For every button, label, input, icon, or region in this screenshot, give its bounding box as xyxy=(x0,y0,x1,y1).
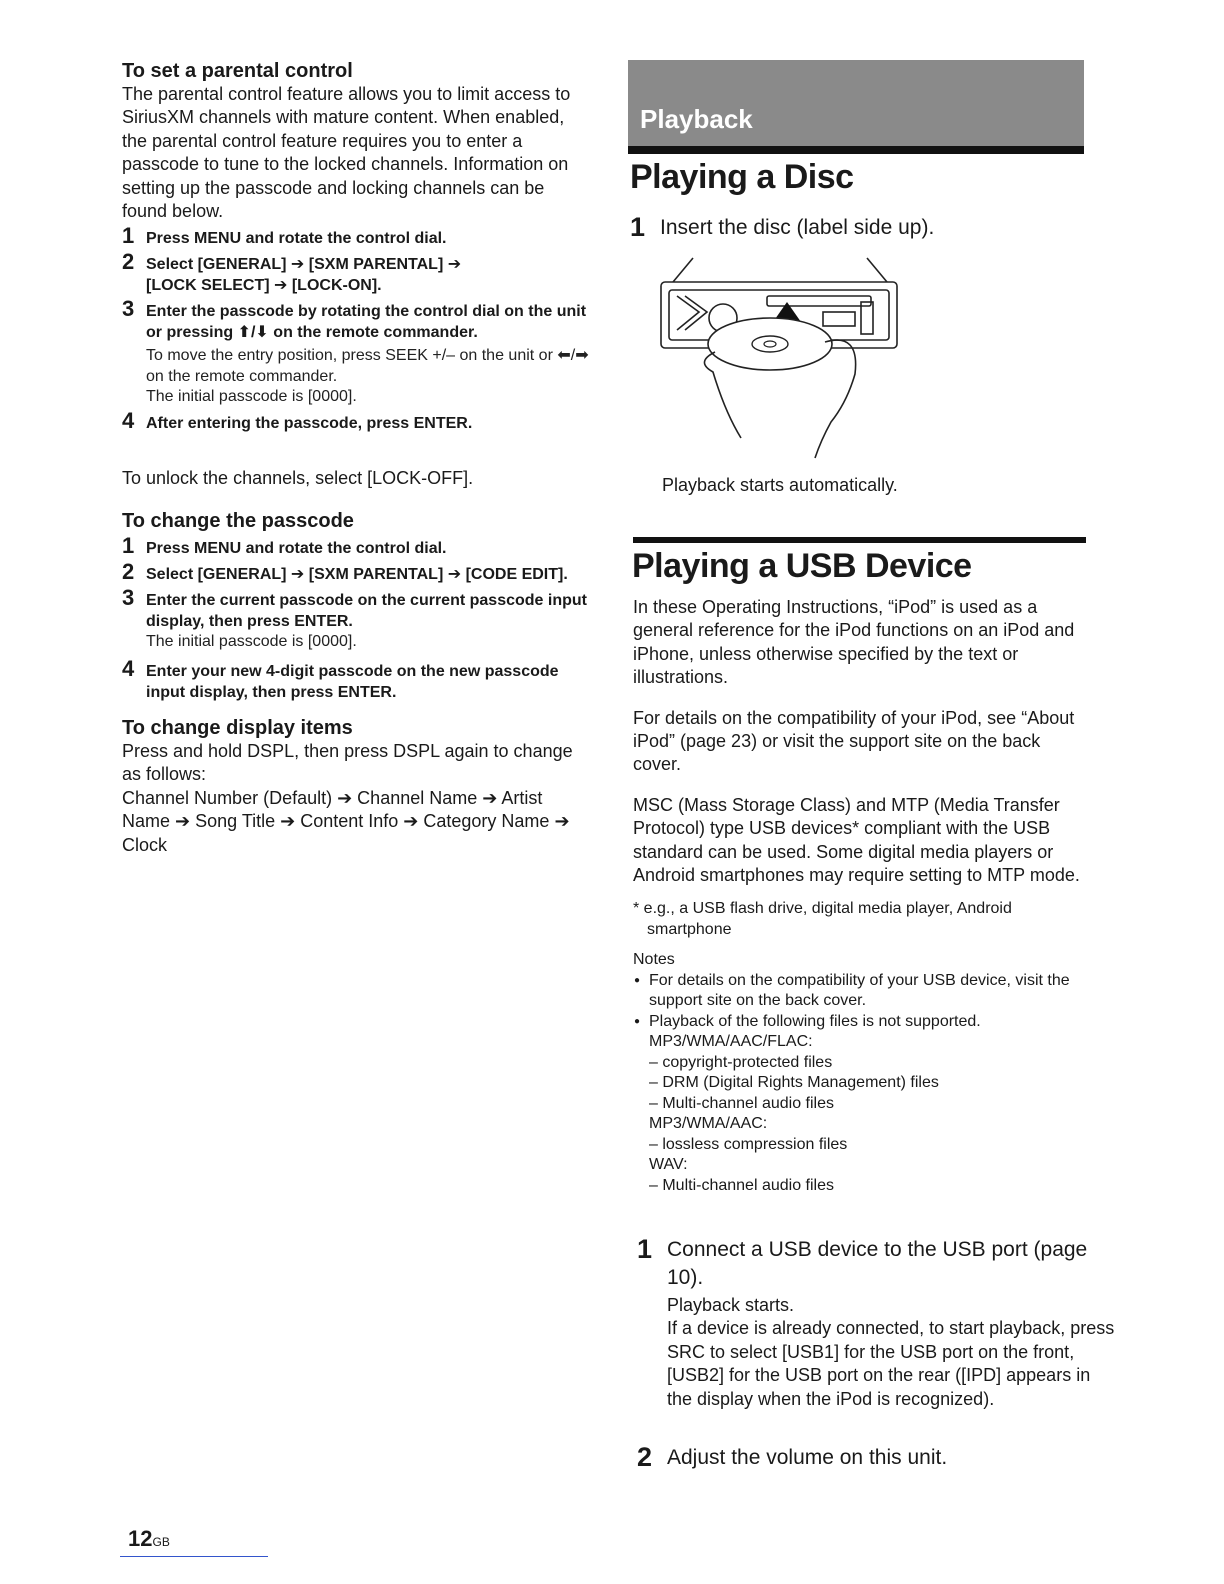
step-text: Enter the passcode by rotating the control dial on the unit or pressing xyxy=(146,303,587,341)
step-number: 1 xyxy=(630,212,646,242)
step-number: 1 xyxy=(637,1234,653,1264)
step-text: Press MENU and rotate the control dial. xyxy=(146,230,447,247)
up-down-arrows-icon: ⬆/⬇ xyxy=(237,324,269,341)
step-number: 2 xyxy=(637,1442,653,1472)
format-item: – copyright-protected files xyxy=(649,1053,833,1071)
step-sub: Playback starts. xyxy=(667,1295,795,1315)
step-text: Insert the disc (label side up). xyxy=(660,216,935,239)
disc-insert-illustration xyxy=(655,252,905,462)
display-section xyxy=(122,716,587,857)
note-item: ● For details on the compatibility of your USB device, visit the support site on the back cover. xyxy=(633,971,1091,1012)
passcode-heading: To change the passcode xyxy=(122,510,354,532)
page-suffix: GB xyxy=(152,1535,170,1549)
step-text: Press MENU and rotate the control dial. xyxy=(146,540,447,557)
step-text: Connect a USB device to the USB port (page 10). xyxy=(667,1238,1088,1289)
unlock-text: To unlock the channels, select [LOCK-OFF]. xyxy=(122,468,474,488)
step-text: Select [GENERAL] xyxy=(146,256,291,273)
passcode-step-4 xyxy=(122,655,592,703)
arrow-right-icon: ➔ xyxy=(274,277,288,294)
parental-steps xyxy=(122,223,592,434)
step-number: 1 xyxy=(122,533,135,558)
notes-block xyxy=(633,950,1091,1196)
step-text: [LOCK SELECT] xyxy=(146,277,274,294)
step-text: [SXM PARENTAL] xyxy=(304,256,448,273)
format-label: MP3/WMA/AAC/FLAC: xyxy=(649,1033,813,1051)
step-number: 2 xyxy=(122,249,135,274)
format-item: – DRM (Digital Rights Management) files xyxy=(649,1074,939,1092)
display-text-2: Channel Number (Default) ➔ Channel Name ➔ Artist Name ➔ Song Title ➔ Content Info ➔ Category Name ➔ Clock xyxy=(122,787,570,855)
format-item: – Multi-channel audio files xyxy=(649,1176,834,1194)
usb-title: Playing a USB Device xyxy=(632,547,972,585)
page-number-value: 12 xyxy=(128,1526,153,1551)
notes-label: Notes xyxy=(633,951,675,969)
arrow-right-icon: ➔ xyxy=(290,256,305,273)
usb-paragraph-3: MSC (Mass Storage Class) and MTP (Media Transfer Protocol) type USB devices* compliant with the USB standard can be used. Some digital media players or Android smartphones may require setting to MTP mode. xyxy=(633,794,1080,886)
banner-stripe xyxy=(628,146,1084,154)
disc-title: Playing a Disc xyxy=(630,158,854,196)
passcode-step-2 xyxy=(122,559,592,585)
step-number: 2 xyxy=(122,559,135,584)
parental-step-4 xyxy=(122,407,592,434)
step-sub: The initial passcode is [0000]. xyxy=(146,388,357,405)
disc-caption: Playback starts automatically. xyxy=(662,475,898,495)
parental-section xyxy=(122,59,592,223)
step-sub: The initial passcode is [0000]. xyxy=(146,633,357,650)
step-number: 3 xyxy=(122,296,135,321)
step-text: on the remote commander. xyxy=(268,324,478,341)
passcode-step-3 xyxy=(122,585,592,653)
parental-heading: To set a parental control xyxy=(122,60,353,82)
step-text: Enter the current passcode on the current passcode input display, then press ENTER. xyxy=(146,592,587,630)
parental-step-2 xyxy=(122,249,592,296)
step-sub: If a device is already connected, to start playback, press SRC to select [USB1] for the USB port on the front, [USB2] for the USB port on the rear ([IPD] appears in the display when the iPod is recognized). xyxy=(667,1318,1115,1409)
sub-text: To move the entry position, press SEEK +/– on the unit or xyxy=(146,347,558,364)
usb-body xyxy=(633,596,1091,1196)
usb-step-1 xyxy=(637,1236,1117,1411)
step-text: Select [GENERAL] ➔ [SXM PARENTAL] ➔ [CODE EDIT]. xyxy=(146,566,568,583)
step-text: Enter your new 4-digit passcode on the new passcode input display, then press ENTER. xyxy=(146,662,559,701)
sub-text: on the remote commander. xyxy=(146,367,338,385)
usb-paragraph-2: For details on the compatibility of your iPod, see “About iPod” (page 23) or visit the support site on the back cover. xyxy=(633,707,1075,775)
step-sub xyxy=(146,346,592,387)
format-item: – lossless compression files xyxy=(649,1135,848,1153)
display-heading: To change display items xyxy=(122,717,353,739)
parental-step-1 xyxy=(122,223,592,249)
format-item: – Multi-channel audio files xyxy=(649,1094,834,1112)
disc-step-1 xyxy=(630,214,1100,242)
step-number: 1 xyxy=(122,223,135,248)
step-number: 4 xyxy=(122,407,135,433)
step-number: 3 xyxy=(122,585,135,610)
banner-label: Playback xyxy=(640,104,753,134)
parental-intro: The parental control feature allows you to limit access to SiriusXM channels with mature content. When enabled, the parental control feature requires you to enter a passcode to tune to the locked channels. Information on setting up the passcode and locking channels can be found below. xyxy=(122,84,571,222)
usb-step-2 xyxy=(637,1444,1117,1472)
step-text: Adjust the volume on this unit. xyxy=(667,1446,948,1469)
section-rule xyxy=(633,537,1086,543)
parental-step-3 xyxy=(122,296,592,408)
page-number xyxy=(128,1526,170,1552)
display-text-1: Press and hold DSPL, then press DSPL again to change as follows: xyxy=(122,741,573,785)
step-text: [LOCK-ON]. xyxy=(287,277,382,294)
format-label: WAV: xyxy=(649,1156,688,1174)
left-right-arrows-icon: ⬅/➡ xyxy=(557,347,589,364)
step-text: After entering the passcode, press ENTER. xyxy=(146,414,473,432)
format-label: MP3/WMA/AAC: xyxy=(649,1115,768,1133)
passcode-step-1 xyxy=(122,533,592,559)
usb-footnote: * e.g., a USB flash drive, digital media player, Android smartphone xyxy=(633,900,1012,938)
usb-paragraph-1: In these Operating Instructions, “iPod” is used as a general reference for the iPod functions on an iPod and iPhone, unless otherwise specified by the text or illustrations. xyxy=(633,597,1075,688)
step-number: 4 xyxy=(122,655,135,681)
arrow-right-icon: ➔ xyxy=(447,256,462,273)
passcode-section xyxy=(122,509,592,703)
note-item: ● Playback of the following files is not supported. xyxy=(633,1012,1091,1033)
footer-line xyxy=(120,1556,268,1557)
